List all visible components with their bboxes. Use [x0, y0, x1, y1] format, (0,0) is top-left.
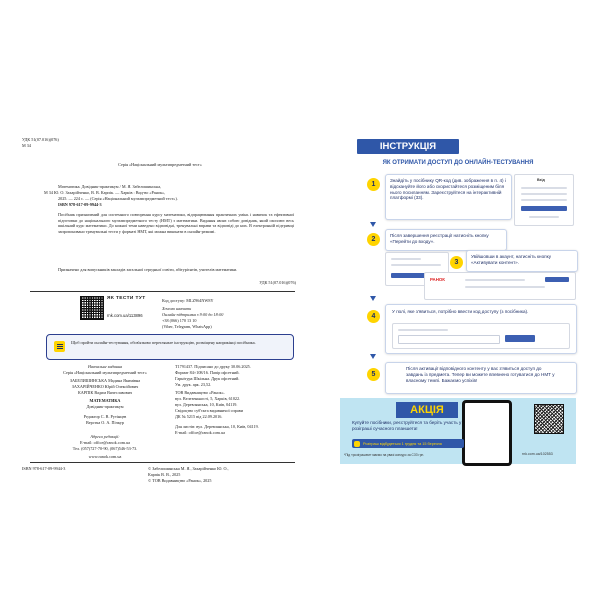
step-2-number: 2 [367, 233, 380, 246]
step-3-box [466, 250, 578, 272]
calendar-icon [354, 441, 360, 447]
description-2: Призначено для випускників закладів загальної середньої освіти, абітурієнтів, учителів математики. [58, 267, 238, 272]
step-1-box [385, 174, 512, 220]
isbn-bottom: ISBN 978-617-09-9944-3 [22, 466, 66, 471]
pub-5: ДК № 5215 від 22.09.2016. [175, 414, 223, 419]
editor-2: Верстка О. А. Пічкур [85, 420, 124, 425]
print-3: Гарнітура Шкільна. Друк офсетний. [175, 376, 240, 381]
promo-title: АКЦІЯ [396, 402, 458, 418]
code-input-field [398, 335, 500, 344]
biblio-line-1: Математика. Довідник-практикум / М. Я. Забелишинська, [58, 184, 162, 189]
contact-4: E-mail: office@ranok.com.ua [175, 430, 225, 435]
divider-bottom [30, 462, 295, 463]
arrow-1-2 [370, 222, 376, 227]
qr-code [80, 296, 104, 320]
qr-url[interactable]: rnk.com.ua/113896 [107, 313, 143, 318]
mock-login-button [521, 206, 567, 211]
promo-banner-text: Розіграш відбудеться 1 грудня та 15 березня [363, 441, 442, 446]
hotline-phone: +38 (066) 170 13 10 [162, 318, 197, 323]
code-input-mockup [392, 323, 570, 349]
promo-qr-code [534, 404, 564, 434]
online-notice-box [46, 334, 294, 360]
udk-code: УДК 51(07.016)(076) [22, 137, 59, 142]
list-icon [54, 341, 65, 352]
site-url[interactable]: www.ranok.com.ua [88, 454, 122, 459]
step-3-text: Увійшовши в акаунт, натисніть кнопку «Активувати контент». [471, 254, 551, 265]
step-1-text: Знайдіть у посібнику QR-код (див. зображення в п. 4) і відскануйте його або скористайтеся розміщеним біля нього посиланням. Зареєструйтеся на інтерактивній платформі (33). [390, 178, 506, 201]
edu-series: Серія «Національний мультипредметний тест» [63, 370, 147, 375]
login-mockup [514, 174, 574, 226]
instruction-title: ІНСТРУКЦІЯ [357, 139, 459, 154]
pub-2: вул. Велезенькості, 5, Харків, 61022. [175, 396, 241, 401]
author-2: ЗАХАРІЙЧЕНКО Юрій Олексійович [71, 384, 139, 389]
copyright-1: © Забелишинська М. Я., Захарійченко Ю. О., [148, 466, 229, 471]
hotline-messengers: (Viber, Telegram, WhatsApp) [162, 324, 212, 329]
pub-4: Свідоцтво суб'єкта видавничої справи [175, 408, 243, 413]
arrow-4-5 [370, 354, 376, 359]
promo-text: Купуйте посібники, реєструйтеся та беріть участь у розіграші сучасного планшета! [352, 420, 462, 431]
author-3: КАРПІК Вадим Вячеславович [77, 390, 133, 395]
hotline-hours: Онлайн-підтримка з 9:00 до 18:00 [162, 312, 224, 317]
qr-label-2: ТЕСТИ [115, 296, 134, 301]
mock-brand-logo: РАНОК [430, 277, 445, 282]
author-1: ЗАБЕЛИШИНСЬКА Мадина Якимівна [69, 378, 141, 383]
step-5-box [385, 362, 577, 394]
divider-top [30, 291, 295, 292]
step-1-number: 1 [367, 178, 380, 191]
mock-activate-button [545, 277, 569, 282]
contact-1: Е-mail: office@ranok.com.ua [80, 440, 130, 445]
copyright-2: Карпік В. В., 2025 [148, 472, 181, 477]
arrow-3-4 [370, 296, 376, 301]
copyright-3: © ТОВ Видавництво «Ранок», 2025 [148, 478, 212, 483]
isbn-top: ISBN 978-617-09-9944-3 [58, 202, 102, 207]
qr-label-3: ЯК [107, 296, 115, 301]
book-subtitle: Довідник-практикум [86, 404, 124, 409]
udk-right: УДК 51(07.016)(076) [259, 280, 296, 285]
biblio-line-3: 2025. — 224 с. — (Серія «Національний мультипредметний тест»). [58, 196, 178, 201]
promo-note: *Під «розіграшем» маємо на увазі конкурс за СЗЗ грн. [344, 453, 425, 457]
step-3-number: 3 [450, 256, 463, 269]
contact-2: Тел. (057)727-70-90, (067)546-53-73. [72, 446, 138, 451]
qr-label-1: ТУТ [135, 296, 146, 301]
step-4-text: У полі, яке з'явиться, потрібно ввести код доступу (з посібника). [392, 309, 529, 314]
description: Посібник призначений для системного повторення курсу математики, відпрацювання практичних умінь і навичок та ефективної підготовки до національного мультипредметного тесту (НМТ) з математики. Видання являє собою довідник, який охоплює весь шкільний курс математики. До кожної теми наведено відповідні, тренувальні вправи та відповіді до них. В електронній підтримці запропоновано тренувальні тести у форматі НМТ, які можна виконати в онлайн-режимі. [58, 212, 294, 234]
contact-3: Для листів: вул. Деревлянська, 10, Київ, 04119. [175, 424, 259, 429]
dashboard-mockup [424, 272, 576, 300]
mock-login-title: Вхід [537, 178, 545, 182]
step-5-number: 5 [367, 368, 380, 381]
step-4-box [385, 304, 577, 354]
print-2: Формат 84×108/16. Папір офсетний. [175, 370, 240, 375]
step-4-number: 4 [367, 310, 380, 323]
pub-3: вул. Деревлянська, 10, Київ, 04119. [175, 402, 238, 407]
promo-banner [352, 439, 464, 448]
print-1: Т1791437. Підписано до друку 30.06.2025. [175, 364, 251, 369]
instruction-subtitle: ЯК ОТРИМАТИ ДОСТУП ДО ОНЛАЙН-ТЕСТУВАННЯ [382, 160, 534, 166]
promo-url[interactable]: rnk.com.ua/102553 [522, 452, 553, 456]
pub-1: ТОВ Видавництво «Ранок». [175, 390, 225, 395]
mock-submit-button [505, 335, 535, 342]
editor-1: Редактор С. В. Рутінцев [83, 414, 127, 419]
online-notice-text: Щоб пройти онлайн-тестування, обов'язково перегляньте інструкцію, розміщену наприкінці посібника. [71, 340, 256, 345]
contact-title: Адреса редакції: [90, 434, 120, 439]
book-title: МАТЕМАТИКА [89, 398, 121, 403]
step-5-text: Після активації відповідного контенту у вас з'явиться доступ до завдань із предмета. Тепер ви можете впевнено готуватися до НМТ у власному темпі. Бажаємо успіхів! [406, 366, 555, 383]
hotline-title: Хочемо навчити [162, 306, 192, 311]
step-2-box [385, 229, 507, 251]
edu-title: Навчальне видання [88, 364, 122, 369]
print-4: Ум. друк. арк. 23,52. [175, 382, 212, 387]
access-code: Код доступу: MLZ964NW8Y [162, 298, 214, 303]
series-header: Серія «Національний мультипредметний тест» [118, 162, 202, 167]
promo-block [340, 398, 576, 464]
m-code: М 34 [22, 143, 31, 148]
step-2-text: Після завершення реєстрації натисніть кнопку «Перейти до входу». [390, 233, 489, 244]
tablet-image [462, 400, 512, 466]
biblio-line-2: М 34 Ю. О. Захарійченко, В. В. Карпік. — Харків : Вид-во «Ранок», [44, 190, 166, 195]
